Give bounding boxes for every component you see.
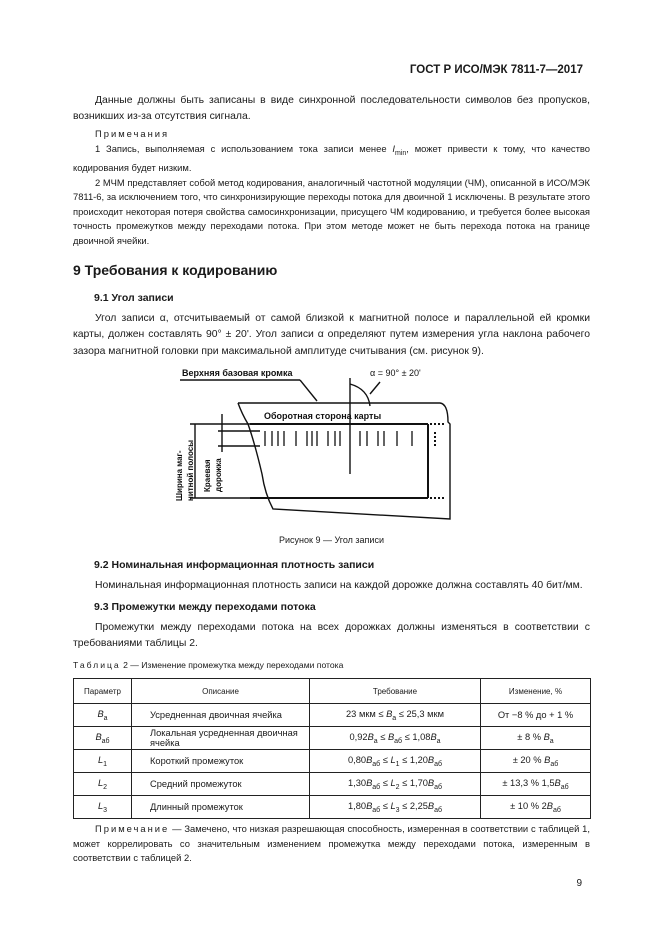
cell-parameter <box>74 727 132 750</box>
table-title: 2 — Изменение промежутка между переходами потока <box>120 660 344 671</box>
table-2 <box>73 678 591 819</box>
table-rows-4-req-part: аб <box>434 806 443 814</box>
table-rows-4-req-part: L <box>390 800 396 811</box>
cell-change <box>481 727 591 750</box>
table-rows-0-req-part: 23 мкм ≤ <box>346 708 387 719</box>
table-rows-4-req-part: B <box>366 800 373 811</box>
col-header-change: Изменение, % <box>481 679 591 704</box>
table-rows-4-req-part: ≤ 2,25 <box>399 800 428 811</box>
table-rows-3-param-part: L <box>97 777 104 788</box>
intro-paragraph: Данные должны быть записаны в виде синхронной последовательности символов без пропусков, возникших из-за отсутствия сигнала. <box>73 95 590 122</box>
table-rows-3-chg-part: аб <box>560 783 569 791</box>
cell-description: Локальная усредненная двоичная ячейка <box>132 727 310 750</box>
label-stripe-width-1: Ширина маг- <box>175 450 184 502</box>
figure-9-recording-angle <box>170 364 470 534</box>
table-rows-1-req-part: а <box>373 737 378 745</box>
table-rows-4-req-part: ≤ <box>380 800 391 811</box>
table-rows-3-req-part: 2 <box>395 783 400 791</box>
label-back-side: Оборотная сторона карты <box>264 411 382 422</box>
note-1-sub: min <box>395 149 407 157</box>
table-rows-0-req-part: ≤ 25,3 мкм <box>396 708 444 719</box>
cell-parameter <box>74 750 132 773</box>
table-rows-0-req-part: а <box>392 714 397 722</box>
page-number: 9 <box>576 877 582 889</box>
table-rows-2-req-part: L <box>390 754 396 765</box>
label-angle: α = 90° ± 20' <box>370 368 421 379</box>
table-rows-4-req-part: 3 <box>395 806 400 814</box>
table-rows-1-req-part: ≤ 1,08 <box>402 731 431 742</box>
cell-description: Длинный промежуток <box>132 796 310 819</box>
table-rows-2-req-part: аб <box>372 760 381 768</box>
table-row <box>74 704 591 727</box>
table-rows-2-chg-part: B <box>544 754 551 765</box>
section-9-3-text: Промежутки между переходами потока на всех дорожках должны изменяться в соответствии с требованиями таблицы 2. <box>73 622 590 650</box>
label-edge-track-2: дорожка <box>214 458 223 493</box>
cell-requirement <box>310 704 481 727</box>
document-header: ГОСТ Р ИСО/МЭК 7811-7—2017 <box>409 64 583 76</box>
cell-requirement <box>310 773 481 796</box>
table-rows-2-param-part: L <box>97 754 104 765</box>
table-rows-0-param-part: а <box>103 714 108 722</box>
notes-label: Примечания <box>95 128 170 139</box>
table-rows-3-req-part: 1,30 <box>347 777 367 788</box>
table-rows-3-chg-part: ± 13,3 % 1,5 <box>502 777 555 788</box>
table-rows-1-req-part: 0,92 <box>349 731 368 742</box>
table-caption <box>73 658 590 672</box>
cell-requirement <box>310 727 481 750</box>
table-rows-2-req-part: 1 <box>395 760 400 768</box>
table-row <box>74 796 591 819</box>
table-rows-1-chg-part: B <box>543 731 550 742</box>
cell-parameter <box>74 704 132 727</box>
note-2: 2 МЧМ представляет собой метод кодирования, аналогичный частотной модуляции (ЧМ), описанной в ИСО/МЭК 7811-6, за исключением того, что синхронизирующие переходы потока для двоичной 1 исключены. В результате этого происходит некоторая потеря свойства самосинхронизации, присущего ЧМ кодированию, и требуется более высокая точность промежутков между переходами потока. При этом методе может не быть перехода потока на границе двоичной ячейки. <box>73 176 590 247</box>
table-rows-1-req-part: B <box>367 731 374 742</box>
table-rows-2-param-part: 1 <box>103 760 108 768</box>
table-rows-4-chg-part: аб <box>552 806 561 814</box>
table-rows-2-req-part: B <box>366 754 373 765</box>
table-rows-2-req-part: аб <box>434 760 443 768</box>
table-rows-1-param-part: B <box>95 731 102 742</box>
table-rows-4-param-part: 3 <box>103 806 108 814</box>
table-rows-4-req-part: аб <box>372 806 381 814</box>
section-9-2-text: Номинальная информационная плотность записи на каждой дорожке должна составлять 40 бит/мм. <box>95 580 583 592</box>
table-rows-3-req-part: аб <box>372 783 381 791</box>
cell-requirement <box>310 750 481 773</box>
cell-change <box>481 773 591 796</box>
table-rows-2-req-part: 0,80 <box>347 754 367 765</box>
table-rows-1-req-part: B <box>387 731 395 742</box>
table-rows-1-param-part: аб <box>101 737 110 745</box>
cell-change <box>481 704 591 727</box>
table-rows-0-req-part: B <box>386 708 393 719</box>
table-rows-4-req-part: B <box>427 800 435 811</box>
notes-title <box>73 127 590 142</box>
col-header-parameter: Параметр <box>74 679 132 704</box>
table-rows-0-chg-part: От −8 % до + 1 % <box>497 710 574 721</box>
table-rows-3-req-part: аб <box>434 783 443 791</box>
table-rows-3-param-part: 2 <box>103 783 108 791</box>
table-rows-1-chg-part: а <box>549 737 554 745</box>
table-rows-1-req-part: а <box>436 737 441 745</box>
cell-change <box>481 796 591 819</box>
table-label: Таблица <box>73 660 121 671</box>
col-header-description: Описание <box>132 679 310 704</box>
cell-change <box>481 750 591 773</box>
table-rows-2-chg-part: аб <box>550 760 559 768</box>
table-rows-1-req-part: B <box>430 731 437 742</box>
table-rows-3-chg-part: B <box>554 777 561 788</box>
table-row <box>74 727 591 750</box>
table-rows-4-param-part: L <box>97 800 104 811</box>
table-rows-3-req-part: ≤ 1,70 <box>399 777 428 788</box>
cell-parameter <box>74 796 132 819</box>
section-9-1-text: Угол записи α, отсчитываемый от самой близкой к магнитной полосе и параллельной ей кромки карты, должен составлять 90° ± 20'. Угол записи α определяют путем измерения угла наклона рабочего зазора магнитной головки при максимальной амплитуде считывания (см. рисунок 9). <box>73 312 590 357</box>
table-rows-3-req-part: L <box>390 777 396 788</box>
table-rows-4-chg-part: B <box>546 800 553 811</box>
section-9-heading: 9 Требования к кодированию <box>73 261 278 278</box>
table-note-label: Примечание <box>95 823 170 835</box>
section-9-3-heading: 9.3 Промежутки между переходами потока <box>94 601 316 614</box>
table-rows-3-req-part: B <box>366 777 373 788</box>
table-note <box>73 822 590 866</box>
label-edge-track-1: Краевая <box>203 459 212 493</box>
cell-description: Средний промежуток <box>132 773 310 796</box>
table-row <box>74 773 591 796</box>
table-rows-2-chg-part: ± 20 % <box>512 754 545 765</box>
table-rows-4-req-part: 1,80 <box>347 800 367 811</box>
note-1 <box>73 142 590 176</box>
page-content <box>73 0 590 889</box>
table-rows-0-param-part: B <box>97 708 104 719</box>
table-rows-2-req-part: ≤ <box>380 754 391 765</box>
table-rows-1-req-part: аб <box>394 737 403 745</box>
table-rows-2-req-part: B <box>427 754 435 765</box>
table-row <box>74 750 591 773</box>
label-stripe-width-2: нитной полосы <box>186 440 195 502</box>
note-1-text-end: , может привести к тому, что качество кодирования будет низким. <box>73 142 590 174</box>
note-1-text: 1 Запись, выполняемая с использованием тока записи менее <box>95 142 393 154</box>
table-rows-2-req-part: ≤ 1,20 <box>399 754 428 765</box>
col-header-requirement: Требование <box>310 679 481 704</box>
note-1-symbol: I <box>392 142 395 154</box>
table-rows-1-req-part: ≤ <box>377 731 388 742</box>
section-9-1-heading: 9.1 Угол записи <box>94 291 174 304</box>
cell-description: Короткий промежуток <box>132 750 310 773</box>
figure-caption: Рисунок 9 — Угол записи <box>279 535 384 546</box>
cell-requirement <box>310 796 481 819</box>
section-9-2-heading: 9.2 Номинальная информационная плотность записи <box>94 559 375 572</box>
table-rows-4-chg-part: ± 10 % 2 <box>510 800 547 811</box>
table-rows-3-req-part: B <box>427 777 435 788</box>
table-rows-1-chg-part: ± 8 % <box>517 731 544 742</box>
cell-description: Усредненная двоичная ячейка <box>132 704 310 727</box>
label-top-edge: Верхняя базовая кромка <box>182 368 293 379</box>
table-note-text: — Замечено, что низкая разрешающая способность, измеренная в соответствии с таблицей 1, может коррелировать со значительным изменением промежутка между переходами потока, измеренным в соответствии с таблицей 2. <box>73 823 590 864</box>
cell-parameter <box>74 773 132 796</box>
table-rows-3-req-part: ≤ <box>380 777 391 788</box>
